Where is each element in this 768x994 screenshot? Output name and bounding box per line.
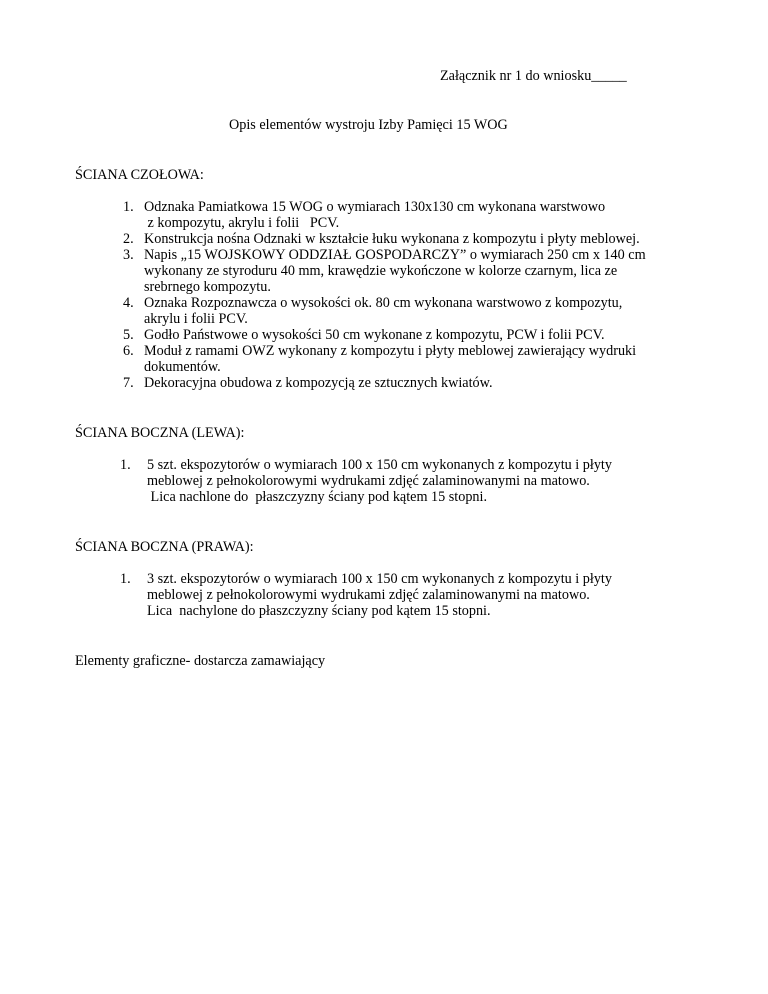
list-line: Odznaka Pamiatkowa 15 WOG o wymiarach 130x130 cm wykonana warstwowo <box>144 199 606 215</box>
list-line: z kompozytu, akrylu i folii PCV. <box>144 215 340 231</box>
footer-note: Elementy graficzne- dostarcza zamawiający <box>75 653 326 669</box>
list-line: akrylu i folii PCV. <box>144 311 248 327</box>
list-line: dokumentów. <box>144 359 221 375</box>
section-heading: ŚCIANA BOCZNA (PRAWA): <box>75 539 254 555</box>
list-line: Lica nachlone do płaszczyzny ściany pod kątem 15 stopni. <box>147 489 488 505</box>
list-line: Oznaka Rozpoznawcza o wysokości ok. 80 cm wykonana warstwowo z kompozytu, <box>144 295 623 311</box>
list-line: Dekoracyjna obudowa z kompozycją ze sztucznych kwiatów. <box>144 375 493 391</box>
list-number: 1. <box>120 571 131 587</box>
list-line: Napis „15 WOJSKOWY ODDZIAŁ GOSPODARCZY” o wymiarach 250 cm x 140 cm <box>144 247 646 263</box>
list-line: meblowej z pełnokolorowymi wydrukami zdjęć zalaminowanymi na matowo. <box>147 587 590 603</box>
list-number: 2. <box>123 231 134 247</box>
list-number: 3. <box>123 247 134 263</box>
list-line: 3 szt. ekspozytorów o wymiarach 100 x 150 cm wykonanych z kompozytu i płyty <box>147 571 612 587</box>
list-line: Lica nachylone do płaszczyzny ściany pod kątem 15 stopni. <box>147 603 491 619</box>
list-line: 5 szt. ekspozytorów o wymiarach 100 x 150 cm wykonanych z kompozytu i płyty <box>147 457 612 473</box>
attachment-header: Załącznik nr 1 do wniosku_____ <box>440 68 627 84</box>
list-line: srebrnego kompozytu. <box>144 279 271 295</box>
list-number: 6. <box>123 343 134 359</box>
list-line: Godło Państwowe o wysokości 50 cm wykonane z kompozytu, PCW i folii PCV. <box>144 327 605 343</box>
list-number: 4. <box>123 295 134 311</box>
list-line: meblowej z pełnokolorowymi wydrukami zdjęć zalaminowanymi na matowo. <box>147 473 590 489</box>
list-number: 1. <box>123 199 134 215</box>
document-title: Opis elementów wystroju Izby Pamięci 15 WOG <box>229 117 508 133</box>
list-number: 5. <box>123 327 134 343</box>
section-heading: ŚCIANA BOCZNA (LEWA): <box>75 425 245 441</box>
list-line: Moduł z ramami OWZ wykonany z kompozytu i płyty meblowej zawierający wydruki <box>144 343 637 359</box>
list-line: wykonany ze styroduru 40 mm, krawędzie wykończone w kolorze czarnym, lica ze <box>144 263 618 279</box>
section-heading: ŚCIANA CZOŁOWA: <box>75 167 204 183</box>
list-number: 1. <box>120 457 131 473</box>
list-number: 7. <box>123 375 134 391</box>
list-line: Konstrukcja nośna Odznaki w kształcie łuku wykonana z kompozytu i płyty meblowej. <box>144 231 640 247</box>
